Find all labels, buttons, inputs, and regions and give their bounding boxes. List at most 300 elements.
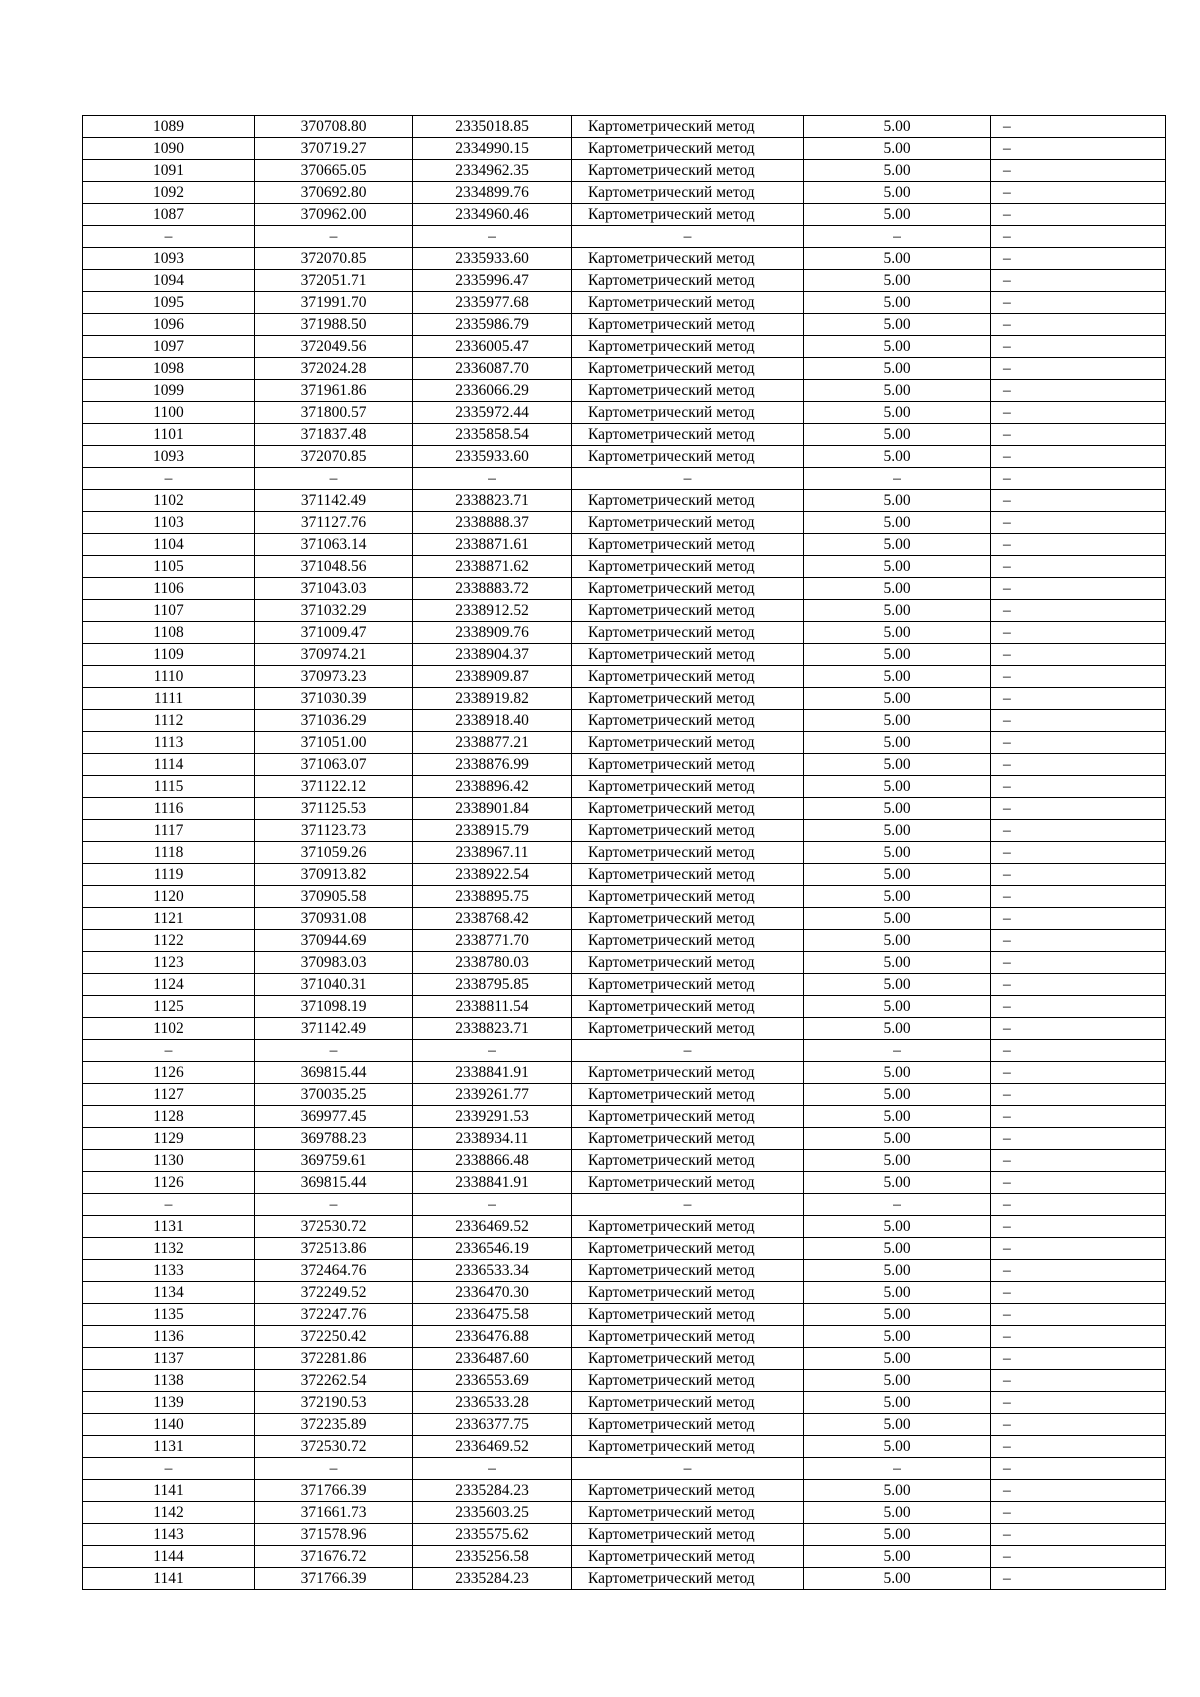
method-cell: Картометрический метод <box>572 160 804 182</box>
y-coordinate-cell: 2338883.72 <box>413 578 572 600</box>
accuracy-cell: 5.00 <box>804 1062 991 1084</box>
accuracy-cell: – <box>804 468 991 490</box>
table-row <box>83 622 1166 644</box>
note-cell: – <box>991 424 1166 446</box>
accuracy-cell: 5.00 <box>804 534 991 556</box>
x-coordinate-cell: 372464.76 <box>255 1260 413 1282</box>
point-number-cell: 1114 <box>83 754 255 776</box>
method-cell: Картометрический метод <box>572 622 804 644</box>
method-cell: Картометрический метод <box>572 1282 804 1304</box>
note-cell: – <box>991 1084 1166 1106</box>
table-row <box>83 1546 1166 1568</box>
x-coordinate-cell: 371142.49 <box>255 490 413 512</box>
y-coordinate-cell: 2335933.60 <box>413 248 572 270</box>
note-cell: – <box>991 1062 1166 1084</box>
x-coordinate-cell: 371125.53 <box>255 798 413 820</box>
accuracy-cell: 5.00 <box>804 1260 991 1282</box>
method-cell: – <box>572 1040 804 1062</box>
x-coordinate-cell: 371098.19 <box>255 996 413 1018</box>
table-row <box>83 886 1166 908</box>
method-cell: Картометрический метод <box>572 534 804 556</box>
method-cell: Картометрический метод <box>572 314 804 336</box>
point-number-cell: 1135 <box>83 1304 255 1326</box>
accuracy-cell: 5.00 <box>804 622 991 644</box>
method-cell: Картометрический метод <box>572 1304 804 1326</box>
x-coordinate-cell: 371661.73 <box>255 1502 413 1524</box>
note-cell: – <box>991 534 1166 556</box>
note-cell: – <box>991 1502 1166 1524</box>
point-number-cell: 1095 <box>83 292 255 314</box>
point-number-cell: 1107 <box>83 600 255 622</box>
x-coordinate-cell: 370708.80 <box>255 116 413 138</box>
point-number-cell: 1139 <box>83 1392 255 1414</box>
method-cell: Картометрический метод <box>572 1480 804 1502</box>
point-number-cell: 1126 <box>83 1172 255 1194</box>
y-coordinate-cell: 2334990.15 <box>413 138 572 160</box>
accuracy-cell: 5.00 <box>804 1370 991 1392</box>
accuracy-cell: 5.00 <box>804 402 991 424</box>
point-number-cell: 1110 <box>83 666 255 688</box>
point-number-cell: 1130 <box>83 1150 255 1172</box>
point-number-cell: 1109 <box>83 644 255 666</box>
point-number-cell: 1128 <box>83 1106 255 1128</box>
y-coordinate-cell: – <box>413 1194 572 1216</box>
accuracy-cell: 5.00 <box>804 336 991 358</box>
y-coordinate-cell: 2338823.71 <box>413 1018 572 1040</box>
y-coordinate-cell: 2336469.52 <box>413 1216 572 1238</box>
method-cell: Картометрический метод <box>572 644 804 666</box>
point-number-cell: 1118 <box>83 842 255 864</box>
method-cell: Картометрический метод <box>572 336 804 358</box>
x-coordinate-cell: 372247.76 <box>255 1304 413 1326</box>
point-number-cell: 1101 <box>83 424 255 446</box>
accuracy-cell: – <box>804 226 991 248</box>
note-cell: – <box>991 1194 1166 1216</box>
y-coordinate-cell: 2334962.35 <box>413 160 572 182</box>
note-cell: – <box>991 1172 1166 1194</box>
point-number-cell: 1123 <box>83 952 255 974</box>
x-coordinate-cell: – <box>255 468 413 490</box>
x-coordinate-cell: 371961.86 <box>255 380 413 402</box>
method-cell: Картометрический метод <box>572 512 804 534</box>
table-row <box>83 908 1166 930</box>
note-cell: – <box>991 600 1166 622</box>
accuracy-cell: 5.00 <box>804 1326 991 1348</box>
x-coordinate-cell: 371800.57 <box>255 402 413 424</box>
note-cell: – <box>991 1568 1166 1590</box>
method-cell: Картометрический метод <box>572 1062 804 1084</box>
point-number-cell: 1094 <box>83 270 255 292</box>
method-cell: Картометрический метод <box>572 248 804 270</box>
table-row <box>83 798 1166 820</box>
y-coordinate-cell: 2338795.85 <box>413 974 572 996</box>
x-coordinate-cell: 372235.89 <box>255 1414 413 1436</box>
note-cell: – <box>991 908 1166 930</box>
accuracy-cell: 5.00 <box>804 798 991 820</box>
method-cell: Картометрический метод <box>572 1128 804 1150</box>
table-row <box>83 1150 1166 1172</box>
accuracy-cell: – <box>804 1458 991 1480</box>
point-number-cell: 1093 <box>83 446 255 468</box>
accuracy-cell: 5.00 <box>804 1084 991 1106</box>
y-coordinate-cell: 2338841.91 <box>413 1062 572 1084</box>
table-row <box>83 666 1166 688</box>
note-cell: – <box>991 138 1166 160</box>
point-number-cell: 1112 <box>83 710 255 732</box>
note-cell: – <box>991 204 1166 226</box>
point-number-cell: 1134 <box>83 1282 255 1304</box>
note-cell: – <box>991 1370 1166 1392</box>
method-cell: Картометрический метод <box>572 1326 804 1348</box>
table-row <box>83 402 1166 424</box>
table-row <box>83 1172 1166 1194</box>
x-coordinate-cell: 372281.86 <box>255 1348 413 1370</box>
method-cell: Картометрический метод <box>572 578 804 600</box>
table-row <box>83 952 1166 974</box>
note-cell: – <box>991 864 1166 886</box>
method-cell: Картометрический метод <box>572 1568 804 1590</box>
table-row <box>83 1370 1166 1392</box>
method-cell: Картометрический метод <box>572 556 804 578</box>
x-coordinate-cell: 371051.00 <box>255 732 413 754</box>
note-cell: – <box>991 798 1166 820</box>
accuracy-cell: 5.00 <box>804 1018 991 1040</box>
method-cell: Картометрический метод <box>572 688 804 710</box>
note-cell: – <box>991 1524 1166 1546</box>
note-cell: – <box>991 842 1166 864</box>
x-coordinate-cell: 371766.39 <box>255 1480 413 1502</box>
point-number-cell: 1140 <box>83 1414 255 1436</box>
point-number-cell: 1121 <box>83 908 255 930</box>
table-row <box>83 1238 1166 1260</box>
x-coordinate-cell: 371009.47 <box>255 622 413 644</box>
y-coordinate-cell: 2338811.54 <box>413 996 572 1018</box>
note-cell: – <box>991 1480 1166 1502</box>
note-cell: – <box>991 578 1166 600</box>
x-coordinate-cell: 372262.54 <box>255 1370 413 1392</box>
point-number-cell: 1132 <box>83 1238 255 1260</box>
method-cell: – <box>572 468 804 490</box>
x-coordinate-cell: 370035.25 <box>255 1084 413 1106</box>
y-coordinate-cell: 2335977.68 <box>413 292 572 314</box>
x-coordinate-cell: 371142.49 <box>255 1018 413 1040</box>
y-coordinate-cell: 2338871.62 <box>413 556 572 578</box>
x-coordinate-cell: 370962.00 <box>255 204 413 226</box>
method-cell: Картометрический метод <box>572 1502 804 1524</box>
table-row <box>83 160 1166 182</box>
table-row <box>83 1084 1166 1106</box>
point-number-cell: 1142 <box>83 1502 255 1524</box>
table-row <box>83 512 1166 534</box>
y-coordinate-cell: 2335256.58 <box>413 1546 572 1568</box>
table-row <box>83 1106 1166 1128</box>
accuracy-cell: 5.00 <box>804 1502 991 1524</box>
y-coordinate-cell: 2336546.19 <box>413 1238 572 1260</box>
x-coordinate-cell: 370719.27 <box>255 138 413 160</box>
method-cell: Картометрический метод <box>572 402 804 424</box>
accuracy-cell: 5.00 <box>804 1480 991 1502</box>
point-number-cell: 1105 <box>83 556 255 578</box>
point-number-cell: 1120 <box>83 886 255 908</box>
method-cell: Картометрический метод <box>572 974 804 996</box>
method-cell: Картометрический метод <box>572 1392 804 1414</box>
y-coordinate-cell: 2338904.37 <box>413 644 572 666</box>
method-cell: Картометрический метод <box>572 1524 804 1546</box>
accuracy-cell: 5.00 <box>804 1392 991 1414</box>
method-cell: Картометрический метод <box>572 446 804 468</box>
method-cell: Картометрический метод <box>572 754 804 776</box>
point-number-cell: 1143 <box>83 1524 255 1546</box>
table-row <box>83 380 1166 402</box>
point-number-cell: 1099 <box>83 380 255 402</box>
note-cell: – <box>991 622 1166 644</box>
note-cell: – <box>991 512 1166 534</box>
point-number-cell: 1138 <box>83 1370 255 1392</box>
method-cell: Картометрический метод <box>572 182 804 204</box>
table-body <box>83 116 1166 1590</box>
point-number-cell: 1108 <box>83 622 255 644</box>
method-cell: Картометрический метод <box>572 1414 804 1436</box>
method-cell: Картометрический метод <box>572 1370 804 1392</box>
note-cell: – <box>991 1546 1166 1568</box>
point-number-cell: 1141 <box>83 1480 255 1502</box>
y-coordinate-cell: 2336475.58 <box>413 1304 572 1326</box>
x-coordinate-cell: 371991.70 <box>255 292 413 314</box>
accuracy-cell: 5.00 <box>804 182 991 204</box>
table-row <box>83 1282 1166 1304</box>
note-cell: – <box>991 1216 1166 1238</box>
method-cell: Картометрический метод <box>572 666 804 688</box>
x-coordinate-cell: 371127.76 <box>255 512 413 534</box>
accuracy-cell: 5.00 <box>804 600 991 622</box>
accuracy-cell: 5.00 <box>804 248 991 270</box>
note-cell: – <box>991 182 1166 204</box>
y-coordinate-cell: 2336533.34 <box>413 1260 572 1282</box>
method-cell: – <box>572 1194 804 1216</box>
point-number-cell: 1122 <box>83 930 255 952</box>
method-cell: Картометрический метод <box>572 1436 804 1458</box>
table-row <box>83 842 1166 864</box>
point-number-cell: 1127 <box>83 1084 255 1106</box>
method-cell: Картометрический метод <box>572 864 804 886</box>
table-row <box>83 974 1166 996</box>
accuracy-cell: 5.00 <box>804 952 991 974</box>
x-coordinate-cell: 370944.69 <box>255 930 413 952</box>
method-cell: Картометрический метод <box>572 490 804 512</box>
point-number-cell: 1125 <box>83 996 255 1018</box>
y-coordinate-cell: – <box>413 468 572 490</box>
x-coordinate-cell: 371036.29 <box>255 710 413 732</box>
y-coordinate-cell: 2338934.11 <box>413 1128 572 1150</box>
point-number-cell: 1133 <box>83 1260 255 1282</box>
x-coordinate-cell: 372513.86 <box>255 1238 413 1260</box>
y-coordinate-cell: 2338895.75 <box>413 886 572 908</box>
note-cell: – <box>991 1150 1166 1172</box>
y-coordinate-cell: 2335858.54 <box>413 424 572 446</box>
y-coordinate-cell: 2336066.29 <box>413 380 572 402</box>
note-cell: – <box>991 468 1166 490</box>
y-coordinate-cell: 2334960.46 <box>413 204 572 226</box>
point-number-cell: 1136 <box>83 1326 255 1348</box>
note-cell: – <box>991 666 1166 688</box>
accuracy-cell: 5.00 <box>804 292 991 314</box>
table-row <box>83 996 1166 1018</box>
method-cell: Картометрический метод <box>572 1546 804 1568</box>
accuracy-cell: 5.00 <box>804 270 991 292</box>
method-cell: Картометрический метод <box>572 1018 804 1040</box>
table-row <box>83 600 1166 622</box>
point-number-cell: 1102 <box>83 1018 255 1040</box>
x-coordinate-cell: 371988.50 <box>255 314 413 336</box>
note-cell: – <box>991 446 1166 468</box>
note-cell: – <box>991 1018 1166 1040</box>
accuracy-cell: 5.00 <box>804 138 991 160</box>
y-coordinate-cell: 2336470.30 <box>413 1282 572 1304</box>
y-coordinate-cell: – <box>413 1458 572 1480</box>
contour-separator-row <box>83 226 1166 248</box>
note-cell: – <box>991 1304 1166 1326</box>
method-cell: Картометрический метод <box>572 116 804 138</box>
y-coordinate-cell: 2338901.84 <box>413 798 572 820</box>
note-cell: – <box>991 556 1166 578</box>
point-number-cell: 1117 <box>83 820 255 842</box>
table-row <box>83 358 1166 380</box>
accuracy-cell: 5.00 <box>804 160 991 182</box>
point-number-cell: 1090 <box>83 138 255 160</box>
point-number-cell: 1116 <box>83 798 255 820</box>
note-cell: – <box>991 1282 1166 1304</box>
point-number-cell: 1104 <box>83 534 255 556</box>
accuracy-cell: 5.00 <box>804 578 991 600</box>
method-cell: Картометрический метод <box>572 908 804 930</box>
y-coordinate-cell: 2335284.23 <box>413 1568 572 1590</box>
y-coordinate-cell: 2335986.79 <box>413 314 572 336</box>
point-number-cell: 1103 <box>83 512 255 534</box>
y-coordinate-cell: 2338841.91 <box>413 1172 572 1194</box>
method-cell: Картометрический метод <box>572 1260 804 1282</box>
contour-separator-row <box>83 1194 1166 1216</box>
point-number-cell: – <box>83 1458 255 1480</box>
method-cell: Картометрический метод <box>572 1238 804 1260</box>
note-cell: – <box>991 160 1166 182</box>
accuracy-cell: 5.00 <box>804 1568 991 1590</box>
table-row <box>83 336 1166 358</box>
x-coordinate-cell: 371059.26 <box>255 842 413 864</box>
y-coordinate-cell: 2336377.75 <box>413 1414 572 1436</box>
y-coordinate-cell: – <box>413 1040 572 1062</box>
table-row <box>83 1304 1166 1326</box>
method-cell: – <box>572 226 804 248</box>
method-cell: Картометрический метод <box>572 996 804 1018</box>
x-coordinate-cell: 371048.56 <box>255 556 413 578</box>
y-coordinate-cell: 2338918.40 <box>413 710 572 732</box>
accuracy-cell: 5.00 <box>804 512 991 534</box>
accuracy-cell: 5.00 <box>804 1282 991 1304</box>
note-cell: – <box>991 336 1166 358</box>
y-coordinate-cell: 2338871.61 <box>413 534 572 556</box>
table-row <box>83 182 1166 204</box>
x-coordinate-cell: 370974.21 <box>255 644 413 666</box>
accuracy-cell: 5.00 <box>804 886 991 908</box>
table-row <box>83 292 1166 314</box>
accuracy-cell: – <box>804 1040 991 1062</box>
accuracy-cell: 5.00 <box>804 908 991 930</box>
accuracy-cell: 5.00 <box>804 644 991 666</box>
y-coordinate-cell: 2335018.85 <box>413 116 572 138</box>
x-coordinate-cell: 371766.39 <box>255 1568 413 1590</box>
table-row <box>83 424 1166 446</box>
accuracy-cell: 5.00 <box>804 974 991 996</box>
point-number-cell: 1113 <box>83 732 255 754</box>
accuracy-cell: 5.00 <box>804 1436 991 1458</box>
x-coordinate-cell: 372051.71 <box>255 270 413 292</box>
y-coordinate-cell: 2338915.79 <box>413 820 572 842</box>
x-coordinate-cell: 371030.39 <box>255 688 413 710</box>
x-coordinate-cell: 369788.23 <box>255 1128 413 1150</box>
y-coordinate-cell: 2338909.87 <box>413 666 572 688</box>
table-row <box>83 820 1166 842</box>
point-number-cell: 1144 <box>83 1546 255 1568</box>
method-cell: – <box>572 1458 804 1480</box>
accuracy-cell: 5.00 <box>804 1172 991 1194</box>
table-row <box>83 248 1166 270</box>
point-number-cell: 1092 <box>83 182 255 204</box>
table-row <box>83 116 1166 138</box>
table-row <box>83 1260 1166 1282</box>
y-coordinate-cell: 2335996.47 <box>413 270 572 292</box>
table-row <box>83 710 1166 732</box>
table-row <box>83 1414 1166 1436</box>
coordinates-table <box>82 115 1166 1590</box>
method-cell: Картометрический метод <box>572 1084 804 1106</box>
table-row <box>83 1216 1166 1238</box>
y-coordinate-cell: 2338909.76 <box>413 622 572 644</box>
y-coordinate-cell: 2336533.28 <box>413 1392 572 1414</box>
y-coordinate-cell: 2335603.25 <box>413 1502 572 1524</box>
method-cell: Картометрический метод <box>572 732 804 754</box>
note-cell: – <box>991 226 1166 248</box>
accuracy-cell: 5.00 <box>804 688 991 710</box>
point-number-cell: – <box>83 468 255 490</box>
y-coordinate-cell: 2338866.48 <box>413 1150 572 1172</box>
table-row <box>83 1062 1166 1084</box>
table-row <box>83 1128 1166 1150</box>
table-row <box>83 578 1166 600</box>
point-number-cell: 1097 <box>83 336 255 358</box>
accuracy-cell: 5.00 <box>804 864 991 886</box>
table-row <box>83 688 1166 710</box>
method-cell: Картометрический метод <box>572 204 804 226</box>
x-coordinate-cell: 372049.56 <box>255 336 413 358</box>
table-row <box>83 732 1166 754</box>
point-number-cell: 1089 <box>83 116 255 138</box>
accuracy-cell: 5.00 <box>804 1216 991 1238</box>
table-row <box>83 1480 1166 1502</box>
method-cell: Картометрический метод <box>572 380 804 402</box>
point-number-cell: 1096 <box>83 314 255 336</box>
note-cell: – <box>991 820 1166 842</box>
note-cell: – <box>991 1260 1166 1282</box>
y-coordinate-cell: 2339291.53 <box>413 1106 572 1128</box>
x-coordinate-cell: 369759.61 <box>255 1150 413 1172</box>
x-coordinate-cell: 371578.96 <box>255 1524 413 1546</box>
note-cell: – <box>991 314 1166 336</box>
x-coordinate-cell: 371063.14 <box>255 534 413 556</box>
x-coordinate-cell: 371837.48 <box>255 424 413 446</box>
method-cell: Картометрический метод <box>572 842 804 864</box>
accuracy-cell: 5.00 <box>804 930 991 952</box>
table-row <box>83 138 1166 160</box>
